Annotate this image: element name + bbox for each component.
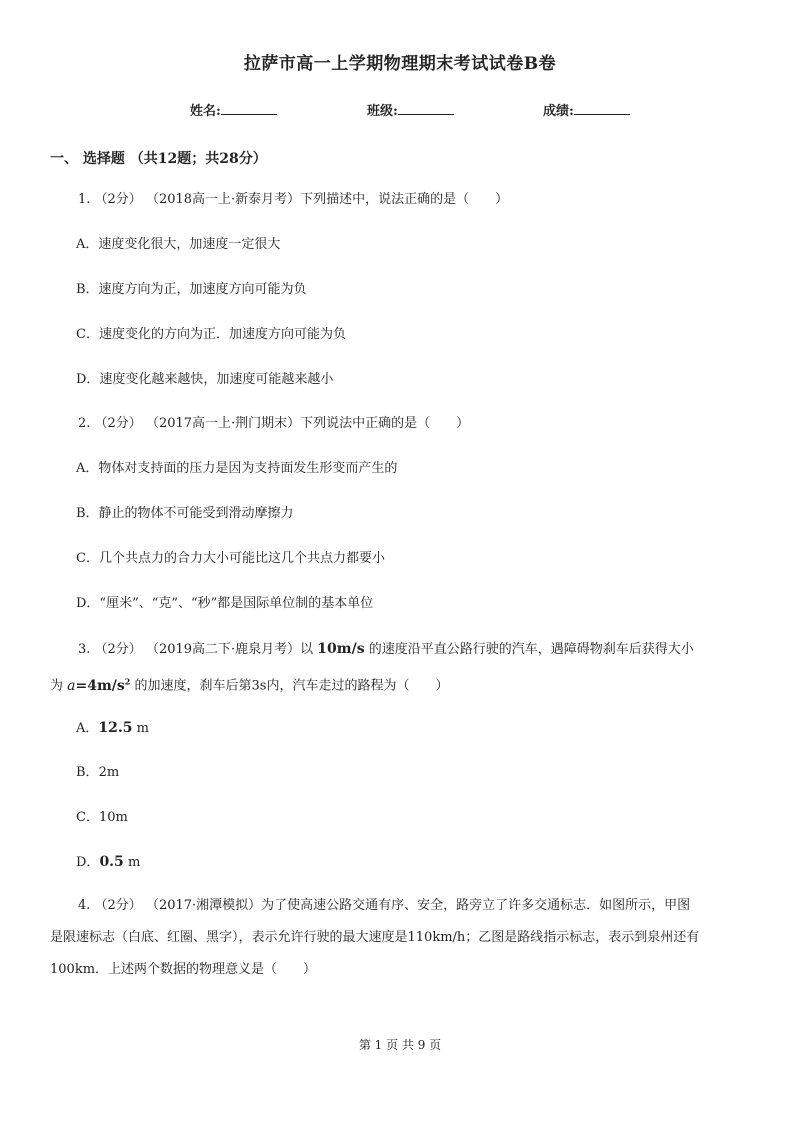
name-label: 姓名: [190,104,221,119]
question-3-line2-suffix: 的加速度，刹车后第3s内，汽车走过的路程为（ ） [134,678,449,694]
name-field [190,100,277,119]
option-label: B． [76,765,99,780]
class-blank[interactable] [398,102,454,115]
question-3-acceleration-formula [67,678,130,694]
question-3-line2-prefix: 为 [50,678,64,694]
score-label: 成绩: [543,104,574,119]
question-1-stem: 1. （2分） （2018高一上·新泰月考）下列描述中，说法正确的是（ ） [78,192,509,207]
option-value: 10m [98,810,128,825]
option-label: C． [76,810,99,825]
score-blank[interactable] [574,102,630,115]
question-4-stem-line-3: 100km．上述两个数据的物理意义是（ ） [50,962,317,977]
option-label: A． [76,721,99,736]
question-1-option-a: A．速度变化很大，加速度一定很大 [76,237,281,252]
question-1-option-c: C．速度变化的方向为正．加速度方向可能为负 [76,327,346,342]
question-2-option-c: C．几个共点力的合力大小可能比这几个共点力都要小 [76,551,385,566]
class-field [367,100,454,119]
question-1-option-b: B．速度方向为正，加速度方向可能为负 [76,282,307,297]
name-blank[interactable] [221,102,277,115]
question-3-option-a [76,719,149,738]
option-value: 0.5 [99,854,124,870]
page-footer: 第 1 页 共 9 页 [358,1038,442,1052]
question-3-stem-line-2 [50,672,448,696]
acceleration-exponent: 2 [124,676,131,686]
question-3-speed-formula: 10m/s [317,641,365,657]
option-unit: m [127,855,141,870]
question-2-stem: 2. （2分） （2017高一上·荆门期末）下列说法中正确的是（ ） [78,416,470,431]
question-2-option-b: B．静止的物体不可能受到滑动摩擦力 [76,506,294,521]
option-label: D． [76,855,100,870]
option-unit: m [136,721,149,736]
question-3-option-c [76,809,128,827]
option-value: 12.5 [98,720,133,736]
question-3-option-b [76,764,119,782]
question-3-option-d [76,853,140,872]
section-heading: 一、 选择题 （共12题；共28分） [50,151,267,167]
question-4-stem-line-1: 4. （2分） （2017·湘潭模拟）为了使高速公路交通有序、安全，路旁立了许多交通标志．如图所示，甲图 [78,898,691,913]
acceleration-value: =4m/s [75,677,125,694]
page-title: 拉萨市高一上学期物理期末考试试卷B卷 [243,54,557,74]
question-3-stem-part1: 3. （2分） （2019高二下·鹿泉月考）以 [78,642,314,657]
question-2-option-d: D．“厘米”、“克”、“秒”都是国际单位制的基本单位 [76,596,374,611]
score-field [543,100,630,119]
question-2-option-a: A．物体对支持面的压力是因为支持面发生形变而产生的 [76,461,398,476]
question-1-option-d: D．速度变化越来越快，加速度可能越来越小 [76,372,334,387]
class-label: 班级: [367,104,398,119]
acceleration-variable: a [67,677,76,694]
question-4-stem-line-2: 是限速标志（白底、红圈、黑字），表示允许行驶的最大速度是110km/h；乙图是路线指示标志，表示到泉州还有 [50,930,700,945]
question-3-stem-line-1 [78,640,694,659]
question-3-stem-part2: 的速度沿平直公路行驶的汽车，遇障碍物刹车后获得大小 [368,642,694,657]
option-value: 2m [98,765,120,780]
